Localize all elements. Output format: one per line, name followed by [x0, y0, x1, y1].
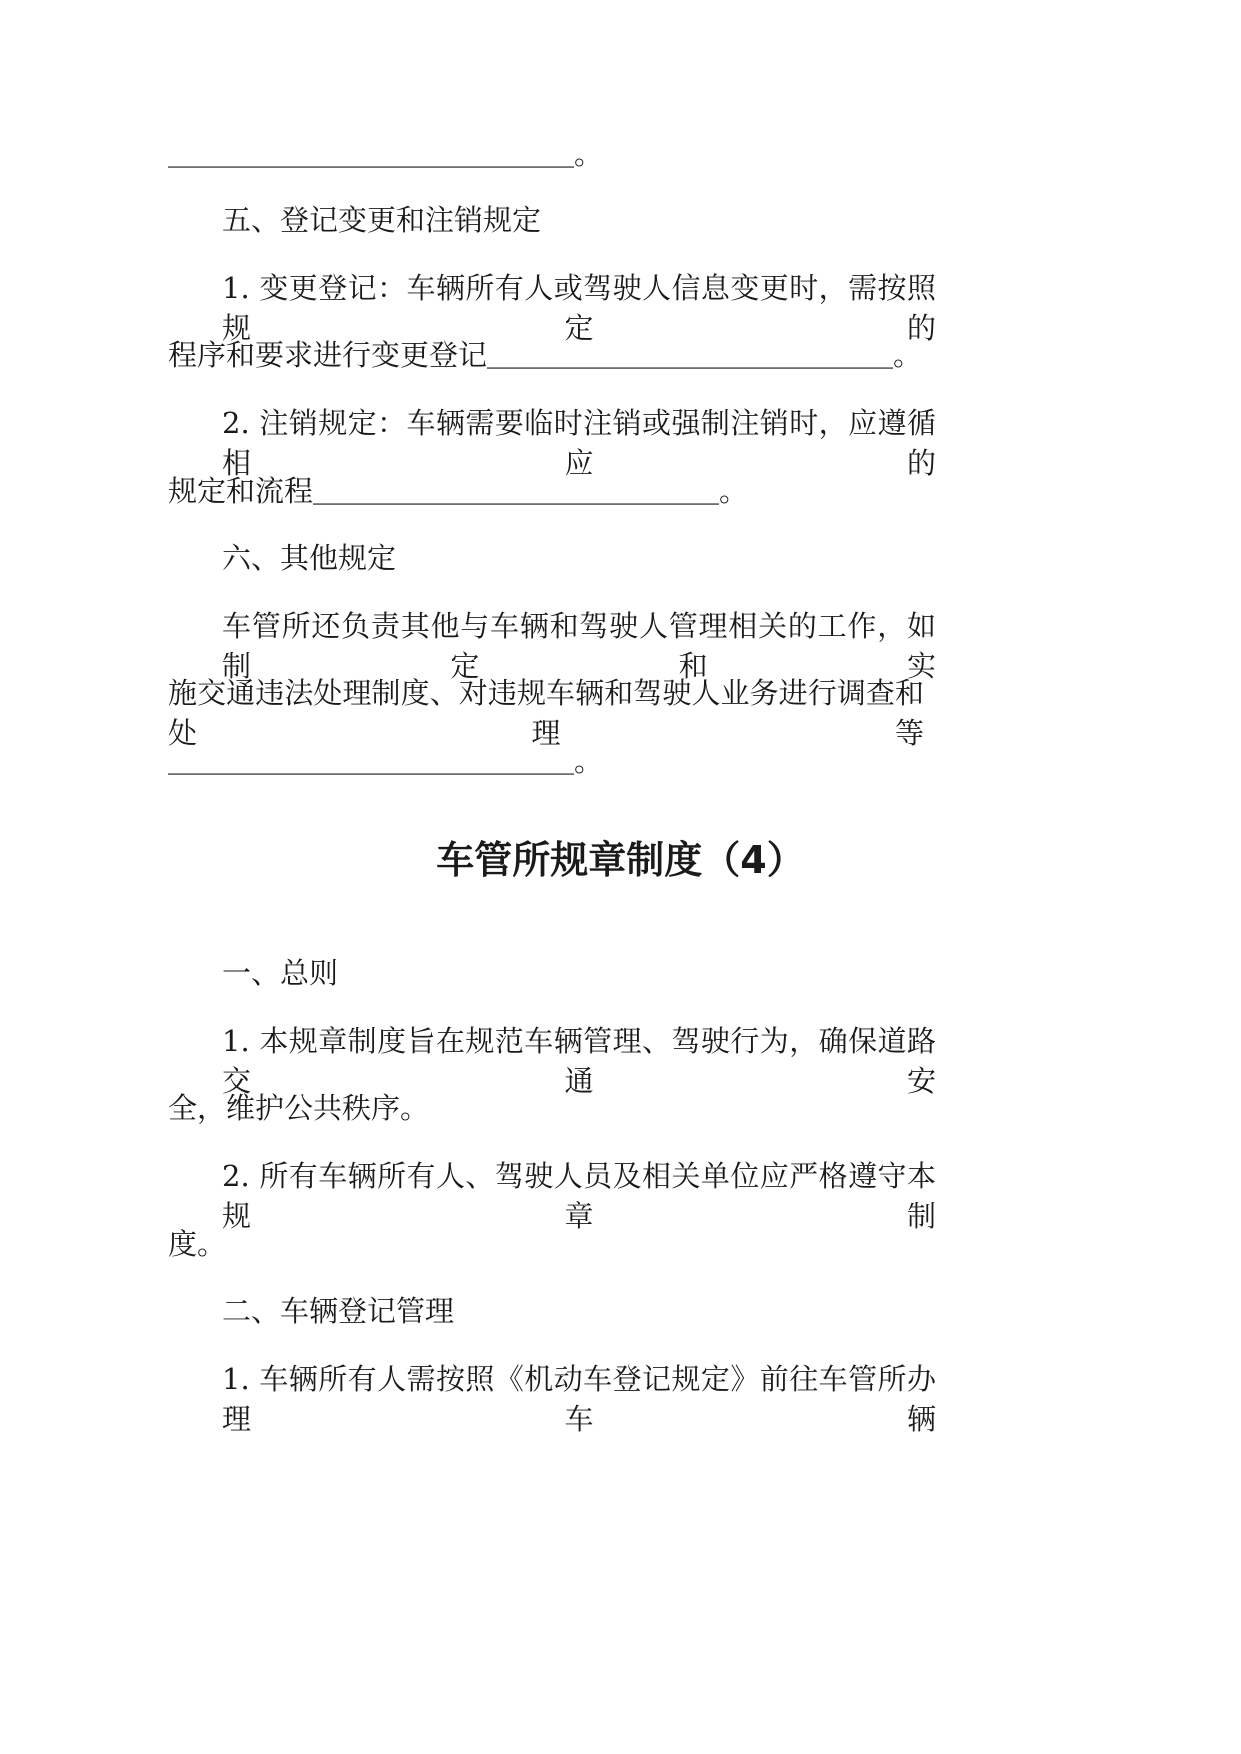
doc4-section2-item1-line1: 1. 车辆所有人需按照《机动车登记规定》前往车管所办理车辆	[222, 1362, 936, 1436]
document-title: 车管所规章制度（4）	[436, 838, 805, 882]
section5-item2-line2: 规定和流程＿＿＿＿＿＿＿＿＿＿＿＿＿＿。	[168, 474, 749, 508]
doc4-section2-heading: 二、车辆登记管理	[222, 1294, 455, 1328]
doc4-section1-item2-line2: 度。	[168, 1227, 227, 1261]
section6-para-line3: ＿＿＿＿＿＿＿＿＿＿＿＿＿＿。	[168, 744, 604, 778]
section-heading-6: 六、其他规定	[222, 541, 397, 575]
blank-line-continuation: ＿＿＿＿＿＿＿＿＿＿＿＿＿＿。	[168, 137, 604, 171]
doc4-section1-item1-line2: 全，维护公共秩序。	[168, 1091, 430, 1125]
section6-para-line2: 施交通违法处理制度、对违规车辆和驾驶人业务进行调查和处理等	[168, 676, 924, 750]
section5-item2-line1: 2. 注销规定：车辆需要临时注销或强制注销时，应遵循相应的	[222, 406, 936, 480]
doc4-section1-item2-line1: 2. 所有车辆所有人、驾驶人员及相关单位应严格遵守本规章制	[222, 1159, 936, 1233]
doc4-section1-item1-line1: 1. 本规章制度旨在规范车辆管理、驾驶行为，确保道路交通安	[222, 1024, 936, 1098]
section5-item1-line1: 1. 变更登记：车辆所有人或驾驶人信息变更时，需按照规定的	[222, 271, 936, 345]
section6-para-line1: 车管所还负责其他与车辆和驾驶人管理相关的工作，如制定和实	[222, 609, 936, 683]
section5-item1-line2: 程序和要求进行变更登记＿＿＿＿＿＿＿＿＿＿＿＿＿＿。	[168, 338, 923, 372]
doc4-section1-heading: 一、总则	[222, 956, 339, 990]
section-heading-5: 五、登记变更和注销规定	[222, 203, 542, 237]
